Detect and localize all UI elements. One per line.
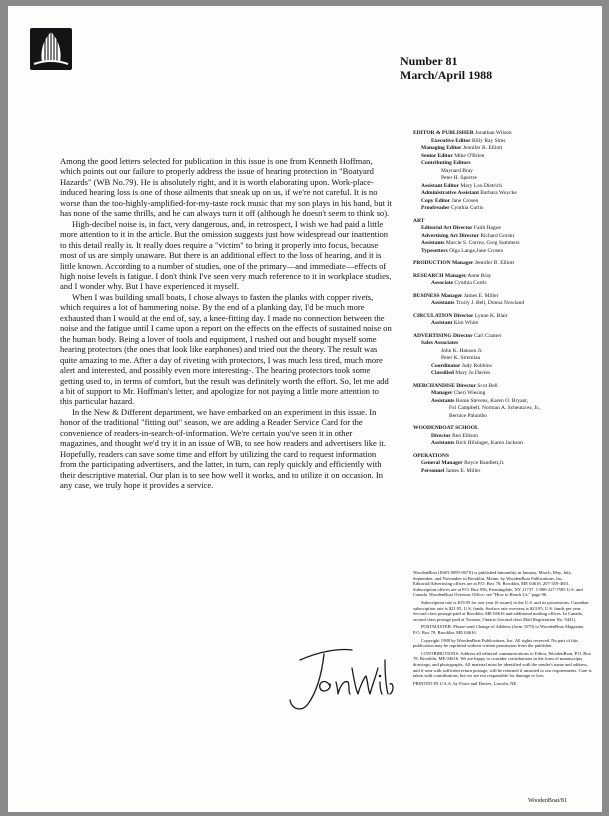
masthead-person: Rich Hilsinger, Karen Jackson xyxy=(455,440,523,446)
masthead-section xyxy=(413,273,593,288)
masthead-person: Cheri Wiesing xyxy=(453,390,486,396)
masthead-role: RESEARCH Manager xyxy=(413,272,467,279)
masthead-person: Richard Gorski xyxy=(480,232,515,239)
masthead-person: Ronie Stevens, Karen O. Bryant, xyxy=(455,397,529,404)
masthead-line xyxy=(413,300,593,308)
masthead-person: Lynne K. Blair xyxy=(474,312,508,319)
masthead-person: Peter K. Stremlau xyxy=(441,355,481,361)
masthead-section xyxy=(413,130,593,213)
masthead-role: Manager xyxy=(431,390,453,396)
page-folio: WoodenBoat/81 xyxy=(528,798,567,804)
masthead-person: Anne Bray xyxy=(467,272,492,279)
masthead-person: Cynthia Curtis xyxy=(454,280,487,286)
fineprint-paragraph: POSTMASTER: Please send Change of Address (form 3579) to WoodenBoat Magazine, P.O. Box 78, Brooklin, ME 04616. xyxy=(413,624,585,635)
editorial-paragraph: In the New & Different department, we have embarked on an experiment in this issue. In honor of the traditional "fitting out" season, we are adding a Reader Service Card for the convenience of readers-in-search-of-information. We're certain you've seen it in other magazines, and thought we'd try it in an issue of WB, to see how readers and advertisers like it. Hopefully, readers can save some time and effort by utilizing the card to request information from the participating advertisers, and the latter, in turn, can reply quickly and efficiently with their descriptive material. Our plan is to see how well it works, and to utilize it on occasion. In any case, we truly hope it provides a service. xyxy=(60,406,386,491)
masthead-line xyxy=(413,468,593,476)
fineprint-paragraph: CONTRIBUTIONS: Address all editorial communications to Editor, WoodenBoat, P.O. Box 78, Brooklin, ME 04616. We are happy to consider contributions in the form of manuscripts, drawings, and photographs. All material must be identified with the sender's name and address, and if sent with sufficient return postage, will be returned if unsuited to our requirements. Care is taken with contributions, but we are not responsible for damage or loss. xyxy=(413,650,592,679)
masthead-person: John K. Hanson Jr. xyxy=(441,347,483,354)
masthead-role: Assistants xyxy=(431,397,455,404)
masthead-person: Ren Ellison xyxy=(452,432,478,439)
masthead-line xyxy=(413,130,593,138)
masthead-role: Assistants xyxy=(431,440,455,446)
masthead-section xyxy=(413,383,593,421)
masthead-line xyxy=(413,175,593,183)
masthead-line xyxy=(413,205,593,213)
masthead-role: Proofreader xyxy=(421,205,450,211)
masthead-role: Managing Editor xyxy=(421,145,462,151)
masthead-line xyxy=(413,273,593,281)
masthead-line xyxy=(413,233,593,241)
masthead-person: Maynard Bray xyxy=(441,167,473,174)
fineprint-paragraph: PRINTED IN U.S.A. by Foote and Davies, Lincoln, NE. xyxy=(413,680,518,686)
fineprint-paragraph: Subscription rate is $19.95 for one year (6 issues) in the U.S. and its possessions. Canadian subscription rate is $21.95, U.S. funds. Surface rate overseas is $23.95, U.S. funds per year. Second class postage paid at Brooklin, ME 04616 and additional mailing offices. In Canada, second class postage paid at Toronto, Ontario (second class Mail Registration No. 9441). xyxy=(413,599,589,622)
masthead-person: Jonathan Wilson xyxy=(475,130,512,136)
masthead-line xyxy=(413,413,593,421)
issue-date: March/April 1988 xyxy=(400,68,493,82)
masthead-role: EDITOR & PUBLISHER xyxy=(413,130,474,136)
masthead-line xyxy=(413,293,593,301)
masthead-person: James E. Miller xyxy=(445,467,481,474)
masthead-person: Mike O'Brien xyxy=(454,152,485,159)
masthead-person: Mary Jo Davies xyxy=(455,370,491,376)
masthead-role: BUSINESS Manager xyxy=(413,292,463,299)
masthead-role: PRODUCTION Manager xyxy=(413,260,474,266)
masthead-person: Royce Randlett,Jr. xyxy=(464,460,505,466)
editorial-paragraph: High-decibel noise is, in fact, very dangerous, and, in retrospect, I wish we had paid a little more attention to it in the article. But the omission suggests just how widespread our inattention to this detail really is. It really does require a "victim" to bring it properly into focus, because most of us are simply unaware. But there is an additional effect to the loss of hearing, and it is little known. According to a number of studies, one of the primary—and immediate—effects of high noise levels is fatigue. I don't think I've seen very much reference to it in workplace studies, and I wonder why. But I have experienced it myself. xyxy=(60,218,392,292)
masthead-role: CIRCULATION Director xyxy=(413,312,474,319)
masthead-person: Olga Lange,Jane Crosen xyxy=(449,247,504,254)
masthead-role: Copy Editor xyxy=(421,197,451,204)
boat-logo-icon xyxy=(30,28,72,70)
masthead-person: Jane Crosen xyxy=(451,197,479,204)
masthead-role: Director xyxy=(431,432,451,439)
publication-fineprint xyxy=(413,570,593,688)
masthead-line xyxy=(413,248,593,256)
masthead-role: Associate xyxy=(431,280,453,286)
masthead-person: Marcie S. Correa, Greg Summers xyxy=(445,240,520,246)
masthead-line xyxy=(413,313,593,321)
masthead-person: Barbara Woycke xyxy=(480,190,517,196)
masthead xyxy=(413,130,593,480)
masthead-person: Scot Bell xyxy=(477,382,498,389)
editorial-column xyxy=(60,156,392,491)
masthead-role: Classified xyxy=(431,370,454,376)
masthead-role: ADVERTISING Director xyxy=(413,332,473,339)
masthead-role: ART xyxy=(413,217,425,224)
masthead-person: Faith Hague xyxy=(473,225,501,231)
masthead-role: Assistants xyxy=(431,300,455,306)
masthead-role: Assistants xyxy=(421,240,445,246)
masthead-role: Editorial Art Director xyxy=(421,225,473,231)
masthead-line xyxy=(413,160,593,168)
masthead-line xyxy=(413,433,593,441)
fineprint-paragraph: WoodenBoat (ISSN 0095-067X) is published bimonthly in January, March, May, July, September, and November in Brooklin, Maine, by WoodenBoat Publications, Inc. Editorial/Advertising offices are at P.O. Box 78, Brooklin, ME 04616. 207-359-4651. Subscription offices are at P.O. Box 956, Farmingdale, NY 11737. 1-800-227-7585 U.S. and Canada. WoodenBoat Overseas Office: see "How to Reach Us," page 96. xyxy=(413,570,583,598)
fineprint-paragraph: Copyright 1988 by WoodenBoat Publications, Inc. All rights reserved. No part of this publication may be reprinted without written permission from the publisher. xyxy=(413,637,578,649)
masthead-line xyxy=(413,320,593,328)
masthead-role: MERCHANDISE Director xyxy=(413,382,476,389)
masthead-person: Fxl Campbell, Norman A. Scheutzow, Jr., xyxy=(449,405,541,411)
masthead-person: Bernice Palumbo xyxy=(449,412,488,419)
masthead-line xyxy=(413,333,593,341)
masthead-line xyxy=(413,240,593,248)
masthead-person: Kim White xyxy=(453,320,479,326)
masthead-line xyxy=(413,183,593,191)
masthead-role: WOODENBOAT SCHOOL xyxy=(413,425,479,431)
masthead-line xyxy=(413,405,593,413)
masthead-line xyxy=(413,355,593,363)
editorial-paragraph: Among the good letters selected for publication in this issue is one from Kenneth Hoffman, which points out our failure to properly address the issue of hearing protection in "Boatyard Hazards" (WB No.79). He is absolutely right, and it is worth elaborating upon. Work-place-induced hearing loss is one of those ailments that sneak up on us, if we're not careful. It is no worse than the too-highly-amplified-for-my-taste rock music that my son plays in his band, but it has none of the same thrills, and he can always turn it off (although he doesn't seem to think so). xyxy=(60,156,392,219)
masthead-role: Personnel xyxy=(421,467,445,474)
masthead-line xyxy=(413,225,593,233)
masthead-line xyxy=(413,138,593,146)
masthead-section xyxy=(413,333,593,378)
masthead-person: Jennifer B. Elliott xyxy=(462,145,503,151)
masthead-line xyxy=(413,153,593,161)
masthead-person: Billy Ray Sims xyxy=(471,137,506,144)
masthead-line xyxy=(413,398,593,406)
masthead-line xyxy=(413,348,593,356)
masthead-line xyxy=(413,198,593,206)
masthead-person: James E. Miller xyxy=(463,292,499,299)
masthead-section xyxy=(413,293,593,308)
masthead-section xyxy=(413,453,593,476)
masthead-line xyxy=(413,168,593,176)
masthead-line xyxy=(413,280,593,288)
masthead-role: Coordinator xyxy=(431,362,461,369)
masthead-line xyxy=(413,340,593,348)
masthead-person: Judy Robbins xyxy=(461,362,492,369)
masthead-line xyxy=(413,460,593,468)
issue-info xyxy=(400,54,492,82)
masthead-role: Administrative Assistant xyxy=(421,190,479,196)
masthead-line xyxy=(413,383,593,391)
issue-number: Number 81 xyxy=(400,54,458,68)
masthead-line xyxy=(413,260,593,268)
masthead-role: Executive Editor xyxy=(431,137,471,144)
magazine-page xyxy=(8,6,602,812)
masthead-role: General Manager xyxy=(421,460,463,466)
masthead-role: Senior Editor xyxy=(421,152,453,159)
masthead-section xyxy=(413,313,593,328)
masthead-line xyxy=(413,425,593,433)
masthead-role: Contributing Editors xyxy=(421,160,471,166)
masthead-section xyxy=(413,260,593,268)
masthead-line xyxy=(413,453,593,461)
masthead-line xyxy=(413,440,593,448)
masthead-line xyxy=(413,370,593,378)
masthead-person: Jennifer B. Elliott xyxy=(474,260,514,266)
masthead-line xyxy=(413,218,593,226)
masthead-role: Advertising Art Director xyxy=(421,232,479,239)
masthead-person: Mary Lou Dietrich xyxy=(460,182,502,189)
masthead-role: Typesetters xyxy=(421,247,448,254)
masthead-role: Sales Associates xyxy=(421,340,459,346)
masthead-section xyxy=(413,218,593,256)
signature-image xyxy=(278,638,396,718)
masthead-role: Assistant Editor xyxy=(421,182,460,189)
masthead-line xyxy=(413,390,593,398)
masthead-person: Truriy J. Bell, Donna Nowland xyxy=(455,300,525,306)
masthead-role: Assistant xyxy=(431,320,453,326)
masthead-line xyxy=(413,145,593,153)
masthead-person: Peter H. Spectre xyxy=(441,175,477,181)
editorial-paragraph: When I was building small boats, I chose always to fasten the planks with copper rivets, which requires a lot of hammering noise. By the end of a planking day, I'd be much more exhausted than I would at the end of, say, a knee-fitting day. I made no connection between the noise and the fatigue until I came upon a report on the effects on the effects of sustained noise on the human body. Being a lover of tools and equipment, I rushed out and bought myself some hearing protectors (the ones that look like earphones) and tried out the theory. The result was quite amazing to me. After a day of riveting with protectors, I was much less tired, much more alert and interested, and possibly even more interesting-. The hearing protectors took some getting used to, in terms of comfort, but the result was definitely worth the effort. So, let me add a bit of support to Mr. Hoffman's letter, and apologize for not paying a little more attention to this particular hazard. xyxy=(60,291,392,407)
masthead-line xyxy=(413,190,593,198)
masthead-person: Carl Cramer xyxy=(474,332,502,339)
masthead-person: Cynthia Curtis xyxy=(450,205,484,211)
masthead-role: OPERATIONS xyxy=(413,452,449,459)
masthead-section xyxy=(413,425,593,448)
masthead-line xyxy=(413,363,593,371)
